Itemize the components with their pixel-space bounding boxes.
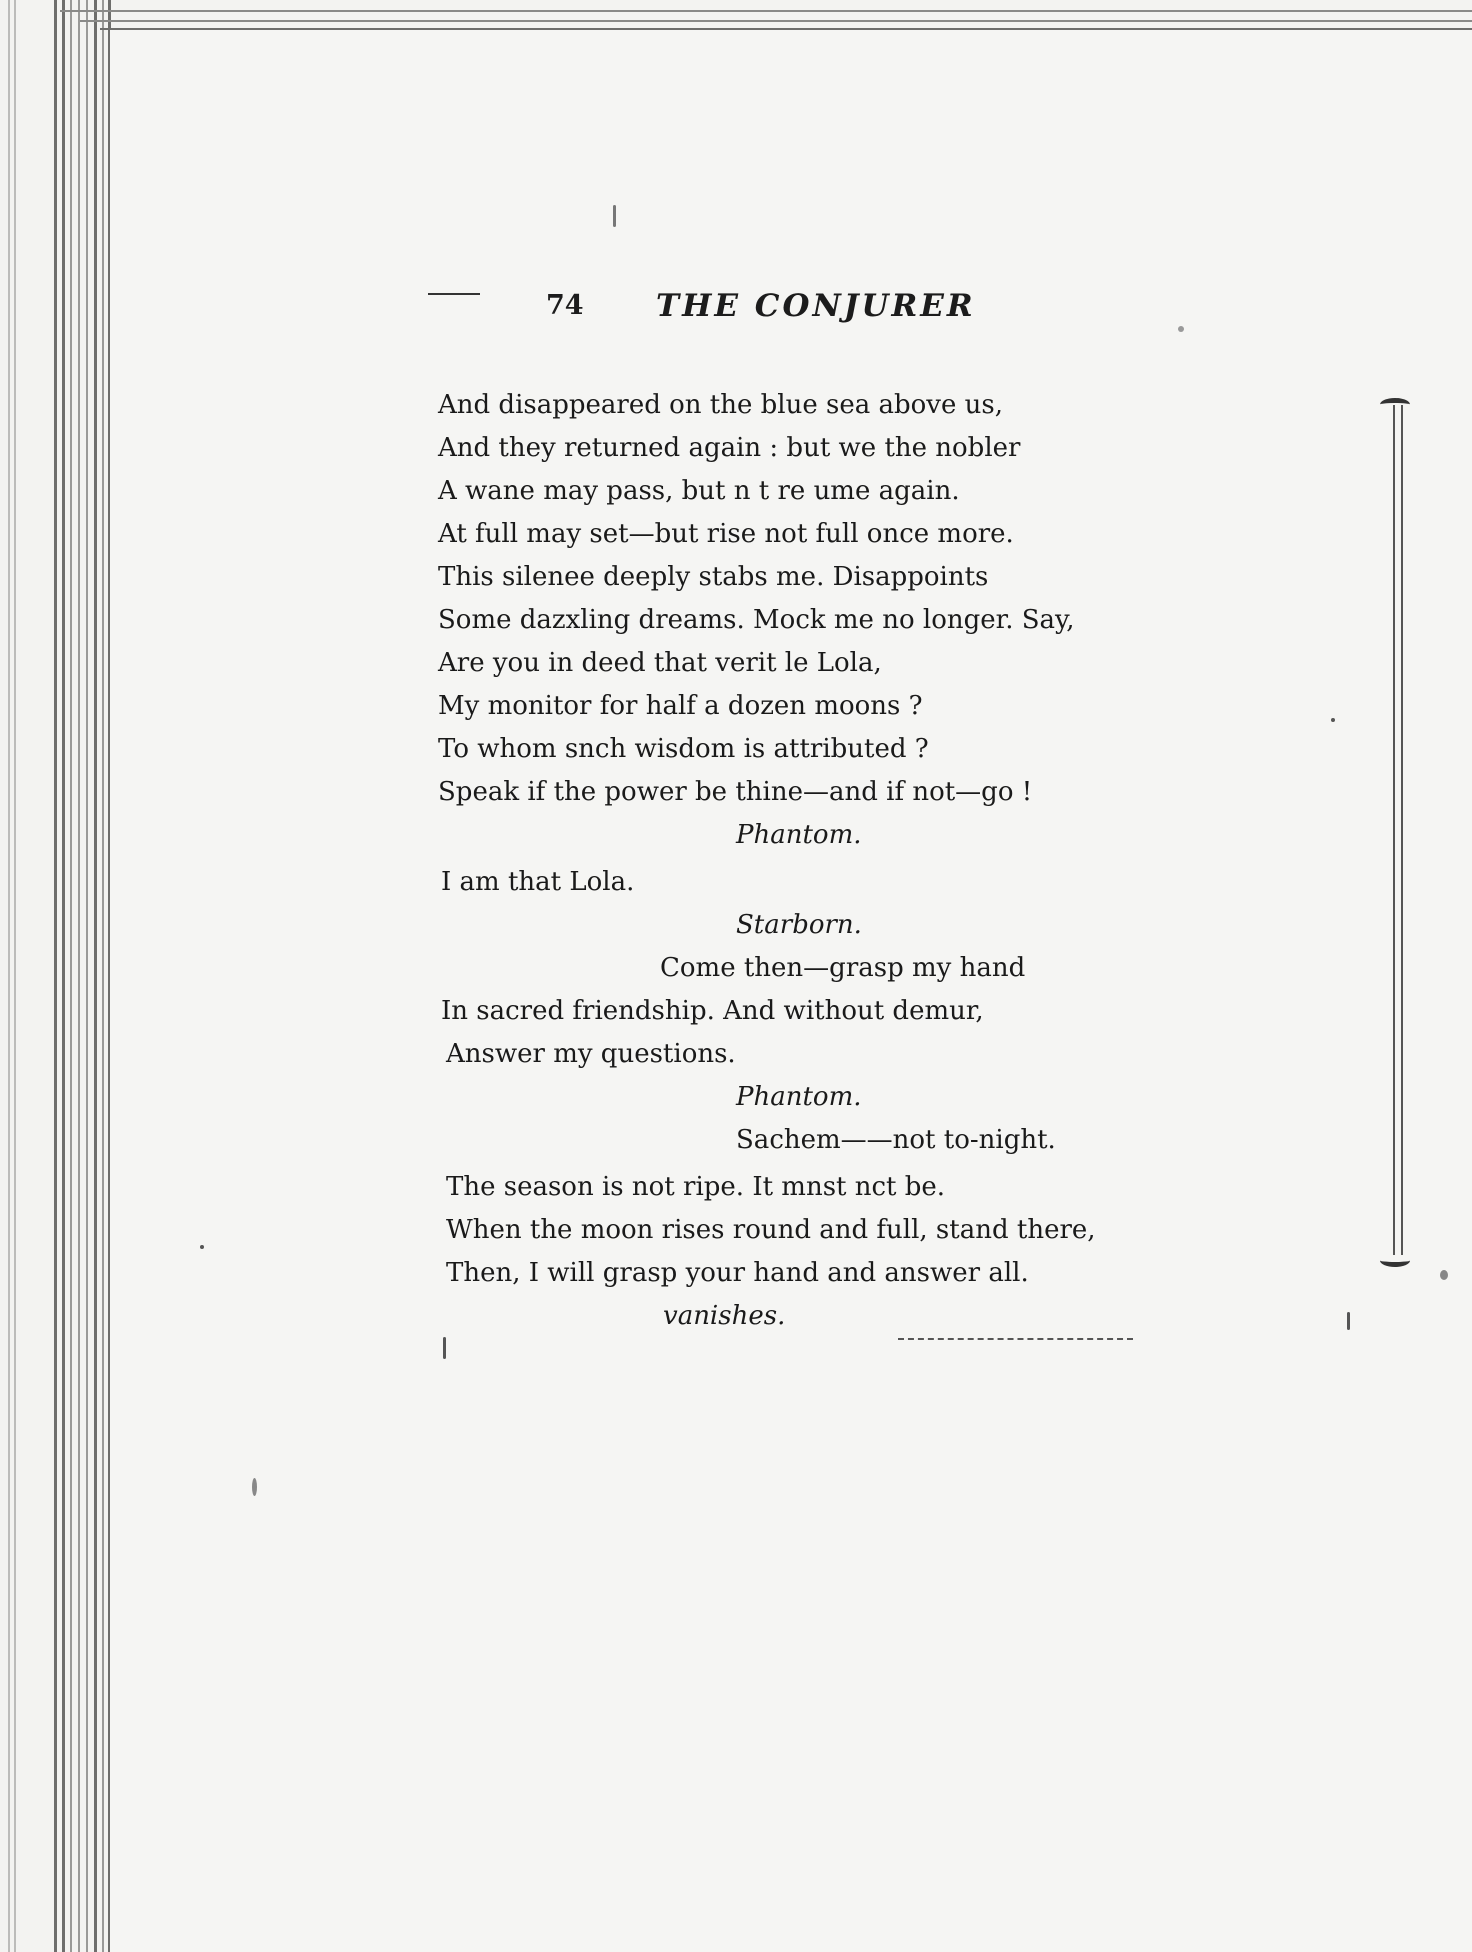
end-rule (898, 1338, 1133, 1342)
verse-line: And they returned again : but we the nobler (438, 433, 1021, 463)
header-dash (428, 293, 480, 295)
page-edge-line (86, 0, 88, 1952)
speaker-name: Phantom. (736, 1082, 862, 1112)
verse-line: A wane may pass, but n t re ume again. (438, 476, 960, 506)
scan-speck (443, 1337, 446, 1359)
verse-line: Then, I will grasp your hand and answer all. (446, 1258, 1029, 1288)
verse-line: In sacred friendship. And without demur, (441, 996, 984, 1026)
verse-line: My monitor for half a dozen moons ? (438, 691, 923, 721)
verse-line: Come then—grasp my hand (660, 953, 1026, 983)
bleed-through-bracket-bottom (1380, 1254, 1410, 1267)
page-top-edge (60, 10, 1472, 12)
verse-line: This silenee deeply stabs me. Disappoints (438, 562, 989, 592)
stage-direction: vanishes. (663, 1301, 786, 1331)
running-header (438, 290, 1138, 330)
speaker-name: Phantom. (736, 820, 862, 850)
bleed-through-bracket (1393, 405, 1403, 1255)
page-top-edge (80, 20, 1472, 22)
scan-speck (1331, 718, 1335, 722)
scan-speck (252, 1478, 257, 1496)
verse-line: Answer my questions. (446, 1039, 736, 1069)
page-edge-line (8, 0, 10, 1952)
scan-speck (1440, 1270, 1448, 1280)
page-edge-line (94, 0, 97, 1952)
verse-line: I am that Lola. (441, 867, 635, 897)
verse-line: The season is not ripe. It mnst nct be. (446, 1172, 946, 1202)
verse-line: Sachem——not to-night. (736, 1125, 1056, 1155)
verse-line: And disappeared on the blue sea above us, (438, 390, 1003, 420)
page-edge-line (54, 0, 57, 1952)
page-edge-line (102, 0, 104, 1952)
verse-line: Speak if the power be thine—and if not—go ! (438, 777, 1033, 807)
scan-speck (200, 1245, 204, 1249)
scan-speck (1347, 1312, 1350, 1330)
verse-line: When the moon rises round and full, stand there, (446, 1215, 1096, 1245)
page-edge-line (14, 0, 16, 1952)
verse-line: Are you in deed that verit le Lola, (438, 648, 882, 678)
page-edge-line (62, 0, 65, 1952)
verse-line: Some dazxling dreams. Mock me no longer. Say, (438, 605, 1075, 635)
page-number: 74 (546, 290, 584, 321)
running-title: THE CONJURER (656, 288, 976, 324)
verse-line: To whom snch wisdom is attributed ? (438, 734, 929, 764)
scan-speck (613, 205, 616, 227)
page-edge-line (70, 0, 72, 1952)
verse-line: At full may set—but rise not full once more. (438, 519, 1014, 549)
speaker-name: Starborn. (736, 910, 862, 940)
scan-speck (1178, 326, 1184, 332)
page-edge-line (78, 0, 80, 1952)
